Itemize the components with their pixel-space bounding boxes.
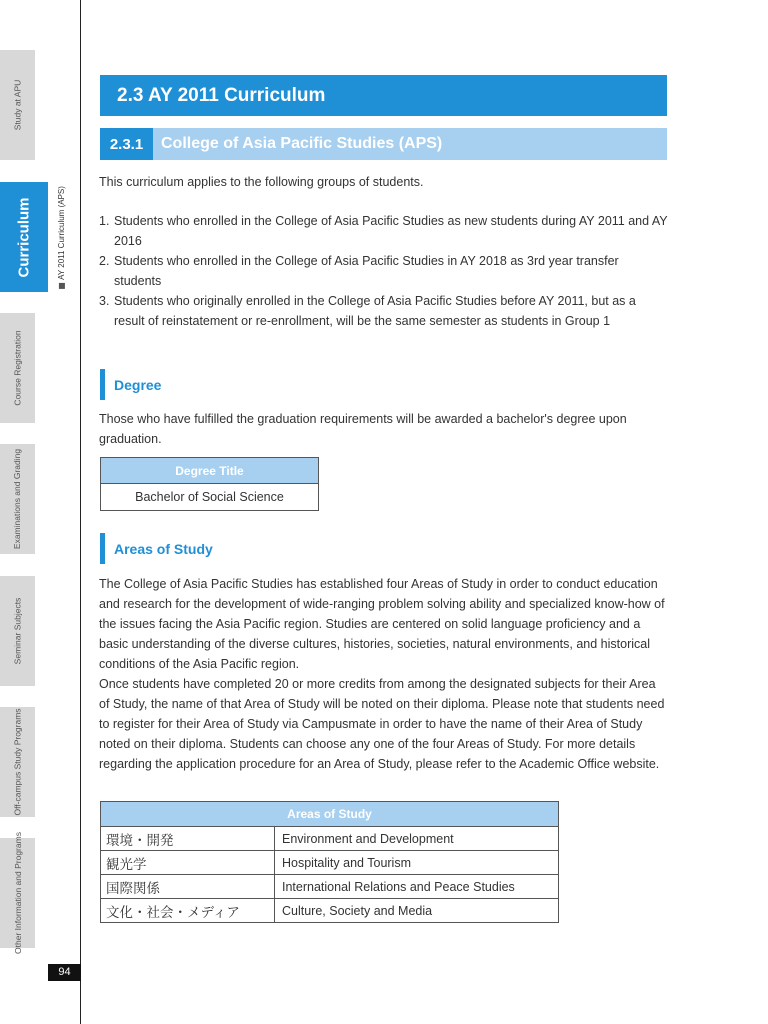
area-en: International Relations and Peace Studies (275, 875, 559, 899)
area-en: Environment and Development (275, 827, 559, 851)
side-tab-label: Other Information and Programs (12, 832, 23, 954)
area-jp: 観光学 (101, 851, 275, 875)
side-tab-label: Study at APU (12, 79, 23, 131)
subsection-header (100, 128, 667, 160)
side-tab-curriculum[interactable] (0, 182, 48, 292)
area-jp: 文化・社会・メディア (101, 899, 275, 923)
table-row (101, 875, 559, 899)
subsection-number: 2.3.1 (100, 128, 153, 160)
groups-list (99, 211, 669, 331)
side-tab-label: Curriculum (15, 196, 33, 278)
side-tab-seminar-subjects[interactable] (0, 576, 35, 686)
side-tab-course-registration[interactable] (0, 313, 35, 423)
list-number: 1. (99, 214, 110, 228)
areas-table (100, 801, 559, 923)
area-en: Hospitality and Tourism (275, 851, 559, 875)
side-tab-study-at-apu[interactable] (0, 50, 35, 160)
table-row (101, 851, 559, 875)
side-tab-other-info[interactable] (0, 832, 35, 954)
degree-heading-label: Degree (114, 376, 162, 393)
section-title: 2.3 AY 2011 Curriculum (100, 75, 667, 116)
list-number: 3. (99, 294, 110, 308)
margin-divider (80, 0, 81, 1024)
area-en: Culture, Society and Media (275, 899, 559, 923)
areas-heading (100, 533, 213, 564)
areas-paragraph-1: The College of Asia Pacific Studies has established four Areas of Study in order to conduct education and research for the development of wide-ranging problem solving ability and specialized know-how of the issues facing the Asia Pacific region. Studies are centered on solid language proficiency and a basic understanding of the diverse cultures, histories, societies, natural environments, and historical conditions of the Asia Pacific region. (99, 577, 665, 671)
degree-table (100, 457, 319, 511)
side-tab-label: Course Registration (12, 330, 23, 406)
list-text: Students who enrolled in the College of Asia Pacific Studies as new students during AY 2011 and AY 2016 (114, 214, 668, 248)
heading-bar (100, 533, 105, 564)
degree-table-value: Bachelor of Social Science (101, 484, 319, 511)
areas-heading-label: Areas of Study (114, 540, 213, 557)
list-item (99, 291, 669, 331)
subsection-title: College of Asia Pacific Studies (APS) (161, 135, 443, 152)
list-item (99, 251, 669, 291)
areas-table-header: Areas of Study (101, 802, 559, 827)
list-text: Students who originally enrolled in the College of Asia Pacific Studies before AY 2011, but as a result of reinstatement or re-enrollment, will be the same semester as students in Group 1 (114, 294, 636, 328)
side-sub-label (55, 182, 67, 292)
square-icon (58, 282, 64, 288)
table-row (101, 827, 559, 851)
side-tab-label: Seminar Subjects (12, 597, 23, 665)
side-tab-examinations-grading[interactable] (0, 444, 35, 554)
degree-text: Those who have fulfilled the graduation requirements will be awarded a bachelor's degree upon graduation. (99, 412, 627, 446)
degree-heading (100, 369, 161, 400)
list-number: 2. (99, 254, 110, 268)
list-text: Students who enrolled in the College of Asia Pacific Studies in AY 2018 as 3rd year transfer students (114, 254, 619, 288)
page-number: 94 (48, 964, 81, 981)
side-tab-label: Off-campus Study Programs (12, 708, 23, 816)
area-jp: 環境・開発 (101, 827, 275, 851)
degree-table-header: Degree Title (101, 458, 319, 484)
side-sub-label-text: AY 2011 Curriculum (APS) (56, 185, 66, 280)
list-item (99, 211, 669, 251)
areas-paragraph-2: Once students have completed 20 or more credits from among the designated subjects for their Area of Study, the name of that Area of Study will be noted on their diploma. Please note that students need to register for their Area of Study via Campusmate in order to have the name of their Area of Study noted on their diploma. Students can choose any one of the four Areas of Study. For more details regarding the application procedure for an Area of Study, please refer to the Academic Office website. (99, 677, 665, 771)
heading-bar (100, 369, 105, 400)
side-tab-label: Examinations and Grading (12, 448, 23, 550)
area-jp: 国際関係 (101, 875, 275, 899)
intro-text: This curriculum applies to the following groups of students. (99, 175, 424, 189)
table-row (101, 899, 559, 923)
side-tab-off-campus[interactable] (0, 707, 35, 817)
